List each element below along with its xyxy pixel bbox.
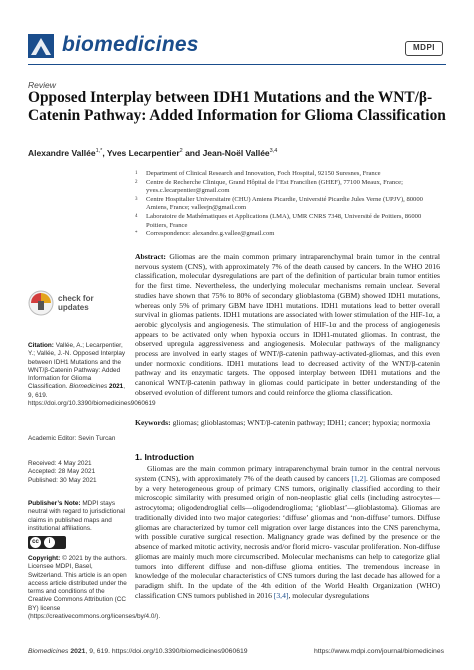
publisher-logo-text: MDPI: [413, 43, 435, 52]
header-rule: [28, 64, 446, 65]
introduction-body: [135, 464, 440, 601]
section-heading: 1. Introduction: [135, 452, 195, 462]
cc-license-icon[interactable]: [28, 536, 66, 549]
footer-year: 2021: [70, 648, 86, 655]
check-for-updates-badge[interactable]: [28, 290, 108, 320]
publisher-logo: [405, 41, 443, 56]
keywords-text: gliomas; glioblastomas; WNT/β-catenin pathway; IDH1; cancer; hypoxia; normoxia: [172, 418, 431, 427]
affiliation-text: Correspondence: alexandre.g.vallee@gmail.com: [146, 230, 275, 238]
footer-doi[interactable]: , 9, 619. https://doi.org/10.3390/biomedicines9060619: [85, 648, 248, 655]
affiliation-item: [135, 196, 440, 213]
received-date: Received: 4 May 2021: [28, 460, 92, 467]
keywords-label: Keywords:: [135, 418, 171, 427]
affiliation-text: Department of Clinical Research and Innovation, Foch Hospital, 92150 Suresnes, France: [146, 170, 381, 177]
copyright-text: © 2021 by the authors. Licensee MDPI, Basel, Switzerland. This article is an open access article distributed under the terms and conditions of the Creative Commons Attribution (CC BY) license (https://creativecommons.org/licenses/by/4.0/).: [28, 555, 161, 621]
affiliation-text: Centre Hospitalier Universitaire (CHU) Amiens Picardie, Université Picardie Jules Verne (UPJV), 80000 Amiens, France; valleejn@gmail.com: [146, 195, 423, 212]
reference-link[interactable]: [3,4]: [273, 590, 289, 600]
copyright-label: Copyright:: [28, 555, 61, 562]
journal-logo-icon: [28, 34, 54, 58]
intro-text: Gliomas are the main common primary intraparenchymal brain tumor in the central nervous system (CNS), with approximately 7% of the death caused by cancers: [135, 464, 440, 483]
keywords: [135, 418, 440, 428]
affiliation-text: Centre de Recherche Clinique, Grand Hôpital de l’Est Francilien (GHEF), 77100 Meaux, France; yves.c.lecarpentier@gmail.com: [146, 178, 403, 195]
affiliation-number: 2: [135, 179, 138, 185]
author-list: Alexandre Vallée$^{1,*}$, Yves Lecarpentier$^2$ and Jean-Noël Vallée$^{3,4}$: [28, 148, 278, 158]
badge-line1: check for: [58, 294, 94, 303]
citation-text: Vallée, A.; Lecarpentier, Y.; Vallée, J.-N. Opposed Interplay between IDH1 Mutations and the WNT/β-Catenin Pathway: Added Information for Glioma Classification.: [28, 342, 126, 391]
footer-journal: Biomedicines: [28, 648, 69, 655]
attribution-icon: i: [44, 537, 55, 548]
accepted-date: Accepted: 28 May 2021: [28, 468, 96, 476]
affiliation-number: 3: [135, 196, 138, 202]
affiliations: [135, 170, 440, 239]
affiliation-item: [135, 179, 440, 196]
affiliation-item: [135, 170, 440, 179]
footer-journal-url[interactable]: https://www.mdpi.com/journal/biomedicines: [314, 648, 444, 655]
abstract: [135, 252, 440, 398]
citation-year: 2021: [109, 383, 124, 391]
copyright-block: [28, 555, 161, 621]
citation-doi[interactable]: , 9, 619. https://doi.org/10.3390/biomedicines9060619: [28, 383, 156, 408]
publisher-note-label: Publisher’s Note:: [28, 500, 81, 507]
badge-line2: updates: [58, 303, 89, 312]
publisher-note: [28, 500, 128, 533]
cc-icon: cc: [30, 537, 41, 548]
citation-journal: Biomedicines: [69, 383, 108, 391]
intro-text: , molecular dysregulations: [288, 590, 370, 600]
author-sup: 3,4: [269, 148, 278, 155]
affiliation-number: *: [135, 231, 138, 237]
citation-block: [28, 342, 156, 408]
journal-name: biomedicines: [62, 33, 199, 56]
affiliation-number: 4: [135, 213, 138, 219]
affiliation-item: [135, 213, 440, 230]
footer-citation: [28, 648, 248, 655]
citation-label: Citation:: [28, 342, 54, 349]
affiliation-text: Laboratoire de Mathématiques et Applications (LMA), UMR CNRS 7348, Université de Poitiers, 86000 Poitiers, France: [146, 212, 422, 229]
article-title: Opposed Interplay between IDH1 Mutations and the WNT/β-Catenin Pathway: Added Information for Glioma Classification: [28, 89, 446, 124]
affiliation-number: 1: [135, 171, 138, 176]
author-sup: 1,*: [95, 148, 103, 155]
author-name[interactable]: Alexandre Vallée: [28, 148, 96, 158]
affiliation-item: [135, 230, 440, 239]
intro-text: . Gliomas are composed by a very heterogeneous group of primary CNS tumors, originally classified according to their microscopic similarity with presumed origin of non-neoplastic glial cells (including astrocytes—astrocytoma; oligodendroglial cells—oligodendroglioma; ‘glioblast’—glioblastoma). Gliomas are traditionally divided into two major categories: ‘diffuse’ gliomas and ‘non-diffuse’ tumors. Diffuse gliomas are characterized by tumor cell migration over large distances into the CNS parenchyma, with possible curative surgical resection. Malignancy grade was defined by the presence or the absence of marked mitotic activity, necrosis and/or florid micro- vascular proliferation. Non-diffuse gliomas are mainly much more circumscribed. Molecular mechanisms can help to categorize glial tumors into different diffuse and non-diffuse glioma entities. The tremendous increase in knowledge of the molecular characteristics of CNS tumors during the last decade has allowed for a paradigm shift. In the update of the 4th edition of the World Health Organization (WHO) classification CNS tumors published in 2016: [135, 473, 440, 600]
check-updates-icon: [28, 290, 54, 316]
abstract-label: Abstract:: [135, 252, 166, 261]
author-name[interactable]: Jean-Noël Vallée: [202, 148, 270, 158]
article-dates: [28, 460, 128, 485]
published-date: Published: 30 May 2021: [28, 476, 97, 484]
article-type: Review: [28, 80, 56, 90]
reference-link[interactable]: [1,2]: [351, 473, 366, 483]
academic-editor: Academic Editor: Sevin Turcan: [28, 435, 116, 442]
author-sup: 2: [179, 148, 183, 155]
publisher-note-text: MDPI stays neutral with regard to jurisdictional claims in published maps and institutional affiliations.: [28, 500, 125, 532]
abstract-text: Gliomas are the main common primary intraparenchymal brain tumor in the central nervous system (CNS), with approximately 7% of the death caused by cancers. In the WHO 2016 classification, molecular dysregulations are part of the definition of particular brain tumor entities for the first time. Nevertheless, the underlying molecular mechanisms remain unclear. Several studies have shown that 75% to 80% of secondary glioblastoma (GBM) showed IDH1 mutations, whereas only 5% of primary GBM have IDH1 mutations. IDH1 mutations lead to better overall survival in gliomas patients. IDH1 mutations are associated with lower stimulation of the HIF-1α, a aerobic glycolysis and angiogenesis. The stimulation of HIF-1α and the process of angiogenesis appears to be activated only when hypoxia occurs in IDH1-mutated gliomas. In contrast, the observed upregula aggressiveness and angiogenesis. Molecular pathways of the malignancy process are involved in early stages of WNT/β-catenin pathway-activated-gliomas, and this even under normoxic conditions. IDH1 mutations lead to decreased activity of the WNT/β-catenin pathway and its enzymatic targets. The opposed interplay between IDH1 mutations and the canonical WNT/β-catenin pathway in gliomas could participate in better understanding of the observed evolution of different tumors and could reinforce the glioma classification.: [135, 252, 440, 397]
author-name[interactable]: Yves Lecarpentier: [106, 148, 180, 158]
